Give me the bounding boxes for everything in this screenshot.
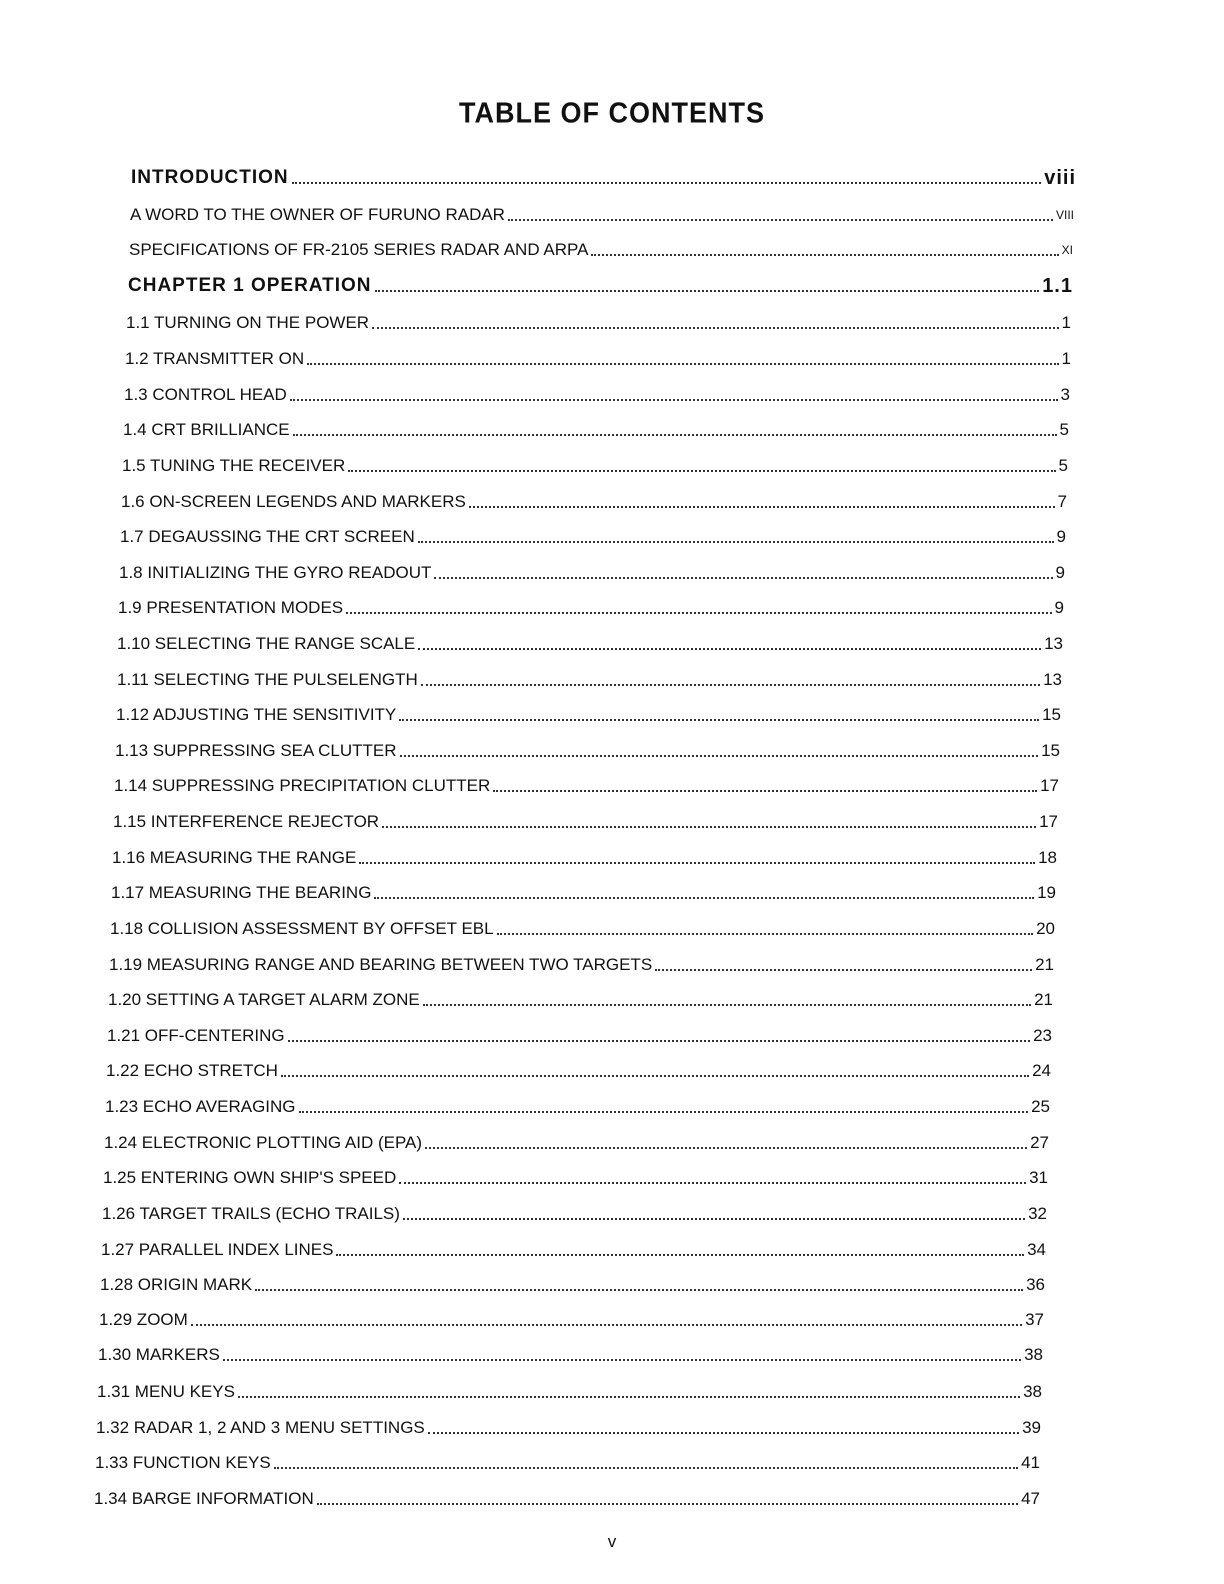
toc-entry bbox=[113, 812, 1058, 832]
toc-entry-label: 1.25 ENTERING OWN SHIP'S SPEED bbox=[103, 1168, 397, 1187]
toc-entry-page: 3 bbox=[1060, 385, 1070, 404]
toc-entry-page: 17 bbox=[1039, 812, 1058, 831]
dot-leader bbox=[372, 326, 1058, 329]
toc-entry bbox=[102, 1204, 1047, 1224]
toc-entry bbox=[94, 1489, 1040, 1509]
dot-leader bbox=[403, 1217, 1025, 1220]
toc-entry bbox=[110, 919, 1055, 939]
dot-leader bbox=[497, 932, 1033, 935]
toc-entry bbox=[97, 1382, 1042, 1402]
dot-leader bbox=[238, 1395, 1020, 1398]
toc-entry-label: 1.17 MEASURING THE BEARING bbox=[111, 883, 372, 902]
dot-leader bbox=[317, 1502, 1018, 1505]
toc-entry bbox=[100, 1275, 1045, 1295]
toc-entry bbox=[96, 1418, 1041, 1438]
dot-leader bbox=[469, 505, 1055, 508]
toc-entry-page: XI bbox=[1061, 243, 1073, 257]
dot-leader bbox=[382, 825, 1036, 828]
toc-entry bbox=[128, 276, 1073, 296]
toc-entry-page: 9 bbox=[1056, 527, 1066, 546]
toc-entry bbox=[116, 705, 1061, 725]
toc-entry-label: 1.16 MEASURING THE RANGE bbox=[112, 848, 357, 867]
dot-leader bbox=[493, 789, 1037, 792]
toc-entry bbox=[112, 848, 1057, 868]
toc-entry bbox=[101, 1240, 1046, 1260]
dot-leader bbox=[423, 1003, 1031, 1006]
toc-entry-page: 41 bbox=[1021, 1453, 1040, 1472]
toc-entry-page: 9 bbox=[1054, 598, 1064, 617]
dot-leader bbox=[591, 253, 1058, 256]
toc-entry-page: 5 bbox=[1058, 456, 1068, 475]
toc-entry-page: 1 bbox=[1061, 349, 1071, 368]
toc-entry-page: 25 bbox=[1031, 1097, 1050, 1116]
dot-leader bbox=[425, 1146, 1027, 1149]
toc-entry bbox=[108, 990, 1053, 1010]
dot-leader bbox=[223, 1358, 1021, 1361]
toc-entry-label: 1.20 SETTING A TARGET ALARM ZONE bbox=[108, 990, 420, 1009]
dot-leader bbox=[399, 718, 1039, 721]
toc-entry-page: 13 bbox=[1044, 634, 1063, 653]
dot-leader bbox=[359, 861, 1035, 864]
toc-entry bbox=[131, 168, 1076, 188]
toc-entry-label: 1.33 FUNCTION KEYS bbox=[95, 1453, 271, 1472]
dot-leader bbox=[292, 181, 1042, 184]
toc-entry-label: 1.5 TUNING THE RECEIVER bbox=[122, 456, 346, 475]
toc-entry bbox=[124, 385, 1070, 405]
toc-entry bbox=[105, 1097, 1050, 1117]
toc-entry-page: 38 bbox=[1023, 1382, 1042, 1401]
toc-entry-label: 1.22 ECHO STRETCH bbox=[106, 1061, 278, 1080]
dot-leader bbox=[655, 968, 1032, 971]
toc-entry-label: 1.14 SUPPRESSING PRECIPITATION CLUTTER bbox=[114, 776, 491, 795]
toc-entry-label: 1.31 MENU KEYS bbox=[97, 1382, 235, 1401]
toc-entry-page: 32 bbox=[1028, 1204, 1047, 1223]
dot-leader bbox=[293, 433, 1057, 436]
toc-entry-page: 1 bbox=[1061, 313, 1071, 332]
toc-entry-page: 27 bbox=[1030, 1133, 1049, 1152]
toc-entry-label: 1.10 SELECTING THE RANGE SCALE bbox=[117, 634, 416, 653]
toc-entry-label: 1.8 INITIALIZING THE GYRO READOUT bbox=[119, 563, 432, 582]
toc-entry-label: 1.7 DEGAUSSING THE CRT SCREEN bbox=[120, 527, 415, 546]
toc-entry-label: 1.34 BARGE INFORMATION bbox=[94, 1489, 314, 1508]
toc-entry-page: 24 bbox=[1032, 1061, 1051, 1080]
toc-entry-page: 19 bbox=[1037, 883, 1056, 902]
toc-entry bbox=[99, 1310, 1044, 1330]
dot-leader bbox=[375, 289, 1040, 292]
toc-entry-page: 13 bbox=[1043, 670, 1062, 689]
toc-entry-label: 1.4 CRT BRILLIANCE bbox=[123, 420, 290, 439]
toc-entry-page: 31 bbox=[1029, 1168, 1048, 1187]
dot-leader bbox=[374, 896, 1034, 899]
toc-entry bbox=[125, 349, 1071, 369]
toc-entry bbox=[123, 420, 1069, 440]
toc-entry-label: 1.12 ADJUSTING THE SENSITIVITY bbox=[116, 705, 397, 724]
dot-leader bbox=[434, 576, 1052, 579]
dot-leader bbox=[307, 362, 1058, 365]
toc-entry-label: 1.1 TURNING ON THE POWER bbox=[126, 313, 370, 332]
toc-entry-page: 39 bbox=[1022, 1418, 1041, 1437]
dot-leader bbox=[288, 1039, 1030, 1042]
toc-entry bbox=[106, 1061, 1051, 1081]
toc-entry-label: 1.11 SELECTING THE PULSELENGTH bbox=[117, 670, 418, 689]
toc-entry-label: 1.30 MARKERS bbox=[98, 1345, 220, 1364]
toc-entry-label: A WORD TO THE OWNER OF FURUNO RADAR bbox=[130, 205, 505, 224]
toc-entry bbox=[126, 313, 1071, 333]
toc-entry-label: 1.2 TRANSMITTER ON bbox=[125, 349, 305, 368]
toc-entry bbox=[95, 1453, 1040, 1473]
dot-leader bbox=[191, 1323, 1022, 1326]
toc-entry-page: 5 bbox=[1059, 420, 1069, 439]
toc-entry-label: 1.13 SUPPRESSING SEA CLUTTER bbox=[115, 741, 397, 760]
toc-entry-page: viii bbox=[1044, 167, 1076, 189]
toc-entry-page: 9 bbox=[1055, 563, 1065, 582]
toc-entry-label: 1.6 ON-SCREEN LEGENDS AND MARKERS bbox=[121, 492, 466, 511]
dot-leader bbox=[290, 398, 1058, 401]
toc-entry-page: 38 bbox=[1024, 1345, 1043, 1364]
toc-entry-label: 1.27 PARALLEL INDEX LINES bbox=[101, 1240, 334, 1259]
dot-leader bbox=[508, 218, 1053, 221]
toc-entry bbox=[120, 527, 1066, 547]
toc-entry-label: 1.24 ELECTRONIC PLOTTING AID (EPA) bbox=[104, 1133, 423, 1152]
dot-leader bbox=[274, 1466, 1018, 1469]
dot-leader bbox=[418, 647, 1041, 650]
toc-entry-label: INTRODUCTION bbox=[131, 167, 289, 188]
toc-entry-page: 7 bbox=[1057, 492, 1067, 511]
toc-entry-label: 1.32 RADAR 1, 2 AND 3 MENU SETTINGS bbox=[96, 1418, 425, 1437]
page-number: v bbox=[607, 1532, 617, 1551]
toc-entry-page: 34 bbox=[1027, 1240, 1046, 1259]
toc-entry bbox=[115, 741, 1060, 761]
toc-entry-page: 21 bbox=[1034, 990, 1053, 1009]
toc-entry-label: SPECIFICATIONS OF FR-2105 SERIES RADAR AND ARPA bbox=[129, 240, 589, 259]
toc-entry bbox=[104, 1133, 1049, 1153]
dot-leader bbox=[299, 1110, 1029, 1113]
toc-entry-page: 1.1 bbox=[1042, 275, 1073, 297]
toc-entry bbox=[98, 1345, 1043, 1365]
toc-entry-label: 1.26 TARGET TRAILS (ECHO TRAILS) bbox=[102, 1204, 400, 1223]
dot-leader bbox=[255, 1288, 1023, 1291]
toc-entry bbox=[109, 955, 1054, 975]
toc-entry bbox=[114, 776, 1059, 796]
dot-leader bbox=[281, 1074, 1029, 1077]
toc-entry-label: 1.18 COLLISION ASSESSMENT BY OFFSET EBL bbox=[110, 919, 494, 938]
toc-entry bbox=[130, 205, 1074, 225]
dot-leader bbox=[336, 1253, 1024, 1256]
toc-entry bbox=[121, 492, 1067, 512]
toc-entry bbox=[118, 598, 1064, 618]
dot-leader bbox=[346, 611, 1051, 614]
page-title: TABLE OF CONTENTS bbox=[459, 97, 765, 129]
toc-entry-page: VIII bbox=[1055, 208, 1074, 222]
dot-leader bbox=[399, 1181, 1026, 1184]
toc-entry-page: 18 bbox=[1038, 848, 1057, 867]
toc-entry-label: 1.3 CONTROL HEAD bbox=[124, 385, 287, 404]
toc-entry-page: 15 bbox=[1041, 741, 1060, 760]
toc-entry bbox=[129, 240, 1073, 260]
toc-entry-label: 1.29 ZOOM bbox=[99, 1310, 188, 1329]
dot-leader bbox=[400, 754, 1039, 757]
toc-entry-page: 20 bbox=[1036, 919, 1055, 938]
toc-entry-page: 15 bbox=[1042, 705, 1061, 724]
toc-entry bbox=[107, 1026, 1052, 1046]
dot-leader bbox=[428, 1431, 1019, 1434]
toc-entry-label: 1.21 OFF-CENTERING bbox=[107, 1026, 285, 1045]
toc-entry-label: 1.15 INTERFERENCE REJECTOR bbox=[113, 812, 380, 831]
toc-entry bbox=[117, 634, 1063, 654]
toc-entry-page: 17 bbox=[1040, 776, 1059, 795]
toc-entry-label: 1.19 MEASURING RANGE AND BEARING BETWEEN TWO TARGETS bbox=[109, 955, 653, 974]
toc-entry-page: 47 bbox=[1021, 1489, 1040, 1508]
toc-entry-page: 21 bbox=[1035, 955, 1054, 974]
toc-entry bbox=[119, 563, 1065, 583]
toc-entry-page: 36 bbox=[1026, 1275, 1045, 1294]
toc-entry-label: CHAPTER 1 OPERATION bbox=[128, 275, 372, 296]
dot-leader bbox=[418, 540, 1054, 543]
toc-entry-label: 1.28 ORIGIN MARK bbox=[100, 1275, 253, 1294]
toc-entry bbox=[122, 456, 1068, 476]
toc-entry bbox=[103, 1168, 1048, 1188]
dot-leader bbox=[421, 683, 1040, 686]
toc-entry-page: 37 bbox=[1025, 1310, 1044, 1329]
toc-entry-page: 23 bbox=[1033, 1026, 1052, 1045]
toc-entry-label: 1.9 PRESENTATION MODES bbox=[118, 598, 344, 617]
toc-entry bbox=[111, 883, 1056, 903]
toc-entry-label: 1.23 ECHO AVERAGING bbox=[105, 1097, 296, 1116]
dot-leader bbox=[348, 469, 1055, 472]
toc-entry bbox=[117, 670, 1062, 690]
